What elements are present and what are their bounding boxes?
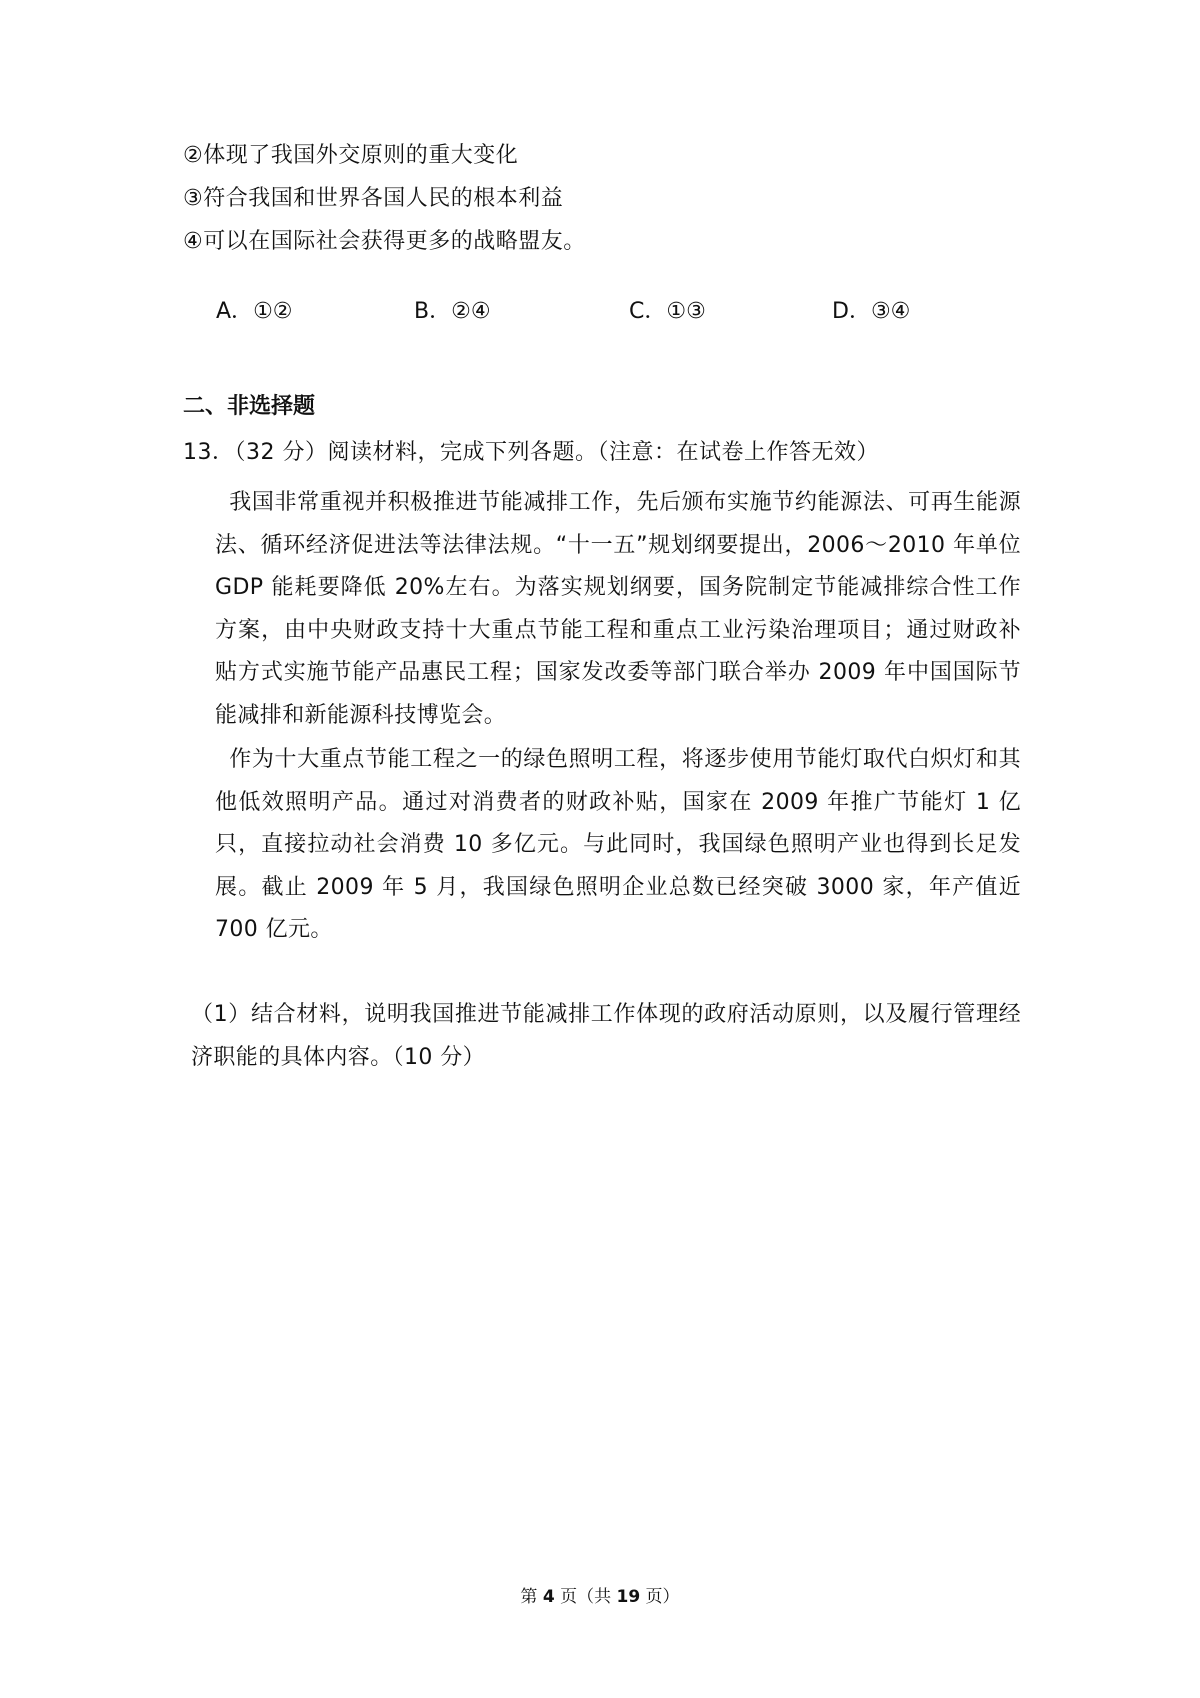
question-number: 13． — [183, 440, 235, 465]
sub-question-1-text: 结合材料，说明我国推进节能减排工作体现的政府活动原则，以及履行管理经济职能的具体内容。（10 分） — [191, 1002, 1021, 1070]
footer-page-number: 4 — [542, 1587, 555, 1607]
choice-a-text: ①② — [253, 299, 293, 324]
choice-c — [629, 297, 706, 327]
choice-b-text: ②④ — [451, 299, 491, 324]
footer-middle: 页（共 — [554, 1587, 617, 1607]
choice-a — [216, 297, 293, 327]
choice-c-letter: C． — [629, 299, 667, 324]
footer-total-pages: 19 — [616, 1587, 641, 1607]
footer-suffix: 页） — [640, 1587, 680, 1607]
material-paragraph-1 — [215, 482, 1021, 737]
statement-3: ③符合我国和世界各国人民的根本利益 — [183, 186, 564, 211]
paragraph-1-text: 我国非常重视并积极推进节能减排工作，先后颁布实施节约能源法、可再生能源法、循环经济促进法等法律法规。“十一五”规划纲要提出，2006～2010 年单位 GDP 能耗要降低 20%左右。为落实规划纲要，国务院制定节能减排综合性工作方案，由中央财政支持十大重点节能工程和重点工业污染治理项目；通过财政补贴方式实施节能产品惠民工程；国家发改委等部门联合举办 2009 年中国国际节能减排和新能源科技博览会。 — [215, 490, 1021, 728]
page-footer — [0, 1585, 1200, 1609]
question-header — [183, 438, 879, 468]
choice-d — [832, 297, 910, 327]
paragraph-2-text: 作为十大重点节能工程之一的绿色照明工程，将逐步使用节能灯取代白炽灯和其他低效照明产品。通过对消费者的财政补贴，国家在 2009 年推广节能灯 1 亿只，直接拉动社会消费 10 多亿元。与此同时，我国绿色照明产业也得到长足发展。截止 2009 年 5 月，我国绿色照明企业总数已经突破 3000 家，年产值近 700 亿元。 — [215, 747, 1021, 942]
statement-4: ④可以在国际社会获得更多的战略盟友。 — [183, 229, 586, 254]
choice-d-text: ③④ — [870, 299, 911, 324]
sub-question-1-label: （1） — [191, 1002, 251, 1027]
question-header-text: （32 分）阅读材料，完成下列各题。（注意：在试卷上作答无效） — [234, 440, 879, 465]
choice-b — [414, 297, 491, 327]
choice-b-letter: B． — [414, 299, 452, 324]
choice-c-text: ①③ — [666, 299, 706, 324]
statement-2: ②体现了我国外交原则的重大变化 — [183, 143, 519, 168]
material-paragraph-2 — [215, 739, 1021, 952]
sub-question-1 — [191, 994, 1021, 1079]
choice-a-letter: A． — [216, 299, 254, 324]
choice-d-letter: D． — [832, 299, 871, 324]
section-title: 二、非选择题 — [183, 394, 316, 419]
footer-prefix: 第 — [520, 1587, 543, 1607]
